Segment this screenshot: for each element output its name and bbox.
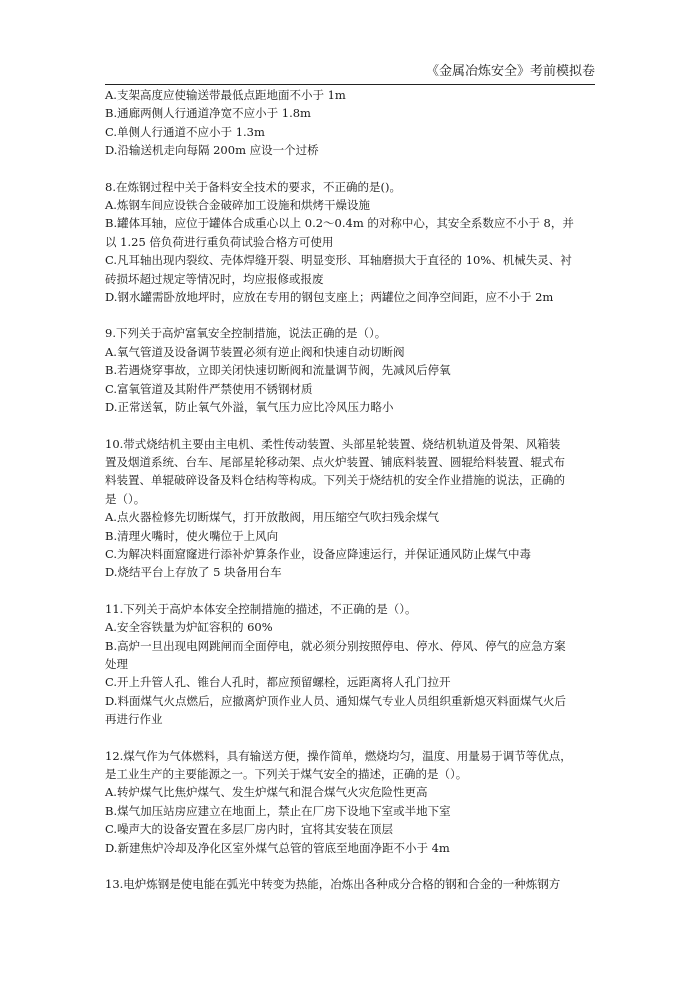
answer-option-line: A.支架高度应使输送带最低点距地面不小于 1m xyxy=(105,88,346,102)
header-title: 《金属冶炼安全》考前模拟卷 xyxy=(425,64,595,79)
question-text-line: 是（）。 xyxy=(105,491,146,506)
answer-option-line: C.单侧人行通道不应小于 1.3m xyxy=(105,124,265,139)
answer-option-line: A.氧气管道及设备调节装置必须有逆止阀和快速自动切断阀 xyxy=(105,344,405,359)
question-text-line: 13.电炉炼钢是使电能在弧光中转变为热能，冶炼出各种成分合格的钢和合金的一种炼钢方 xyxy=(105,877,561,892)
answer-option-line: 再进行作业 xyxy=(105,712,163,727)
question-text-line: 8.在炼钢过程中关于备料安全技术的要求，不正确的是()。 xyxy=(105,179,401,194)
answer-option-line: A.点火器检修先切断煤气，打开放散阀，用压缩空气吹扫残余煤气 xyxy=(105,510,439,525)
question-text-line: 是工业生产的主要能源之一。下列关于煤气安全的描述，正确的是（）。 xyxy=(105,767,468,781)
question-text-line: 置及烟道系统、台车、尾部星轮移动架、点火炉装置、铺底料装置、圆辊给料装置、辊式布 xyxy=(105,454,565,469)
paragraph-gap xyxy=(105,160,600,178)
document-body xyxy=(105,86,600,893)
page-header xyxy=(105,64,595,85)
paragraph-gap xyxy=(105,306,600,324)
paragraph-gap xyxy=(105,582,600,600)
answer-option-line: A.安全容铁量为炉缸容积的 60% xyxy=(105,620,273,635)
question-text-line: 9.下列关于高炉富氧安全控制措施，说法正确的是（）。 xyxy=(105,326,387,341)
paragraph-gap xyxy=(105,857,600,875)
answer-option-line: D.沿输送机走向每隔 200m 应设一个过桥 xyxy=(105,143,319,158)
answer-option-line: A.炼钢车间应设铁合金破碎加工设施和烘烤干燥设施 xyxy=(105,198,370,213)
paragraph-gap xyxy=(105,729,600,747)
answer-option-line: 以 1.25 倍负荷进行重负荷试验合格方可使用 xyxy=(105,234,334,249)
answer-option-line: D.料面煤气火点燃后，应撤离炉顶作业人员、通知煤气专业人员组织重新熄灭料面煤气火后 xyxy=(105,693,566,708)
answer-option-line: C.噪声大的设备安置在多层厂房内时，宜将其安装在顶层 xyxy=(105,822,394,837)
answer-option-line: C.开上升管人孔、锥台人孔时，都应预留螺栓，远距离将人孔门拉开 xyxy=(105,675,451,690)
question-text-line: 11.下列关于高炉本体安全控制措施的描述，不正确的是（）。 xyxy=(105,601,417,616)
answer-option-line: B.罐体耳轴，应位于罐体合成重心以上 0.2～0.4m 的对称中心，其安全系数应不小于 8，并 xyxy=(105,216,574,231)
answer-option-line: D.钢水罐需卧放地坪时，应放在专用的钢包支座上；两罐位之间净空间距，应不小于 2m xyxy=(105,290,554,305)
answer-option-line: B.高炉一旦出现电网跳闸而全面停电，就必须分别按照停电、停水、停风、停气的应急方案 xyxy=(105,638,566,653)
answer-option-line: C.富氧管道及其附件严禁使用不锈钢材质 xyxy=(105,381,313,396)
answer-option-line: 砖损坏超过规定等情况时，均应报修或报废 xyxy=(105,271,324,286)
answer-option-line: B.通廊两侧人行通道净宽不应小于 1.8m xyxy=(105,106,311,121)
question-text-line: 料装置、单辊破碎设备及料仓结构等构成。下列关于烧结机的安全作业措施的说法，正确的 xyxy=(105,473,565,488)
answer-option-line: 处理 xyxy=(105,656,128,671)
answer-option-line: A.转炉煤气比焦炉煤气、发生炉煤气和混合煤气火灾危险性更高 xyxy=(105,785,428,800)
answer-option-line: C.凡耳轴出现内裂纹、壳体焊缝开裂、明显变形、耳轴磨损大于直径的 10%、机械失灵、衬 xyxy=(105,253,572,268)
answer-option-line: D.烧结平台上存放了 5 块备用台车 xyxy=(105,565,282,580)
paragraph-gap xyxy=(105,417,600,435)
question-text-line: 10.带式烧结机主要由主电机、柔性传动装置、头部星轮装置、烧结机轨道及骨架、风箱装 xyxy=(105,436,561,451)
answer-option-line: B.煤气加压站房应建立在地面上，禁止在厂房下设地下室或半地下室 xyxy=(105,803,451,818)
answer-option-line: D.新建焦炉冷却及净化区室外煤气总管的管底至地面净距不小于 4m xyxy=(105,840,450,855)
answer-option-line: D.正常送氧，防止氧气外溢，氧气压力应比冷风压力略小 xyxy=(105,400,394,415)
answer-option-line: B.若遇烧穿事故，立即关闭快速切断阀和流量调节阀，先减风后停氧 xyxy=(105,363,451,378)
question-text-line: 12.煤气作为气体燃料，具有输送方便，操作简单，燃烧均匀，温度、用量易于调节等优点， xyxy=(105,748,572,763)
answer-option-line: C.为解决料面窟窿进行添补炉算条作业，设备应降速运行，并保证通风防止煤气中毒 xyxy=(105,546,532,561)
answer-option-line: B.清理火嘴时，使火嘴位于上风向 xyxy=(105,528,279,543)
